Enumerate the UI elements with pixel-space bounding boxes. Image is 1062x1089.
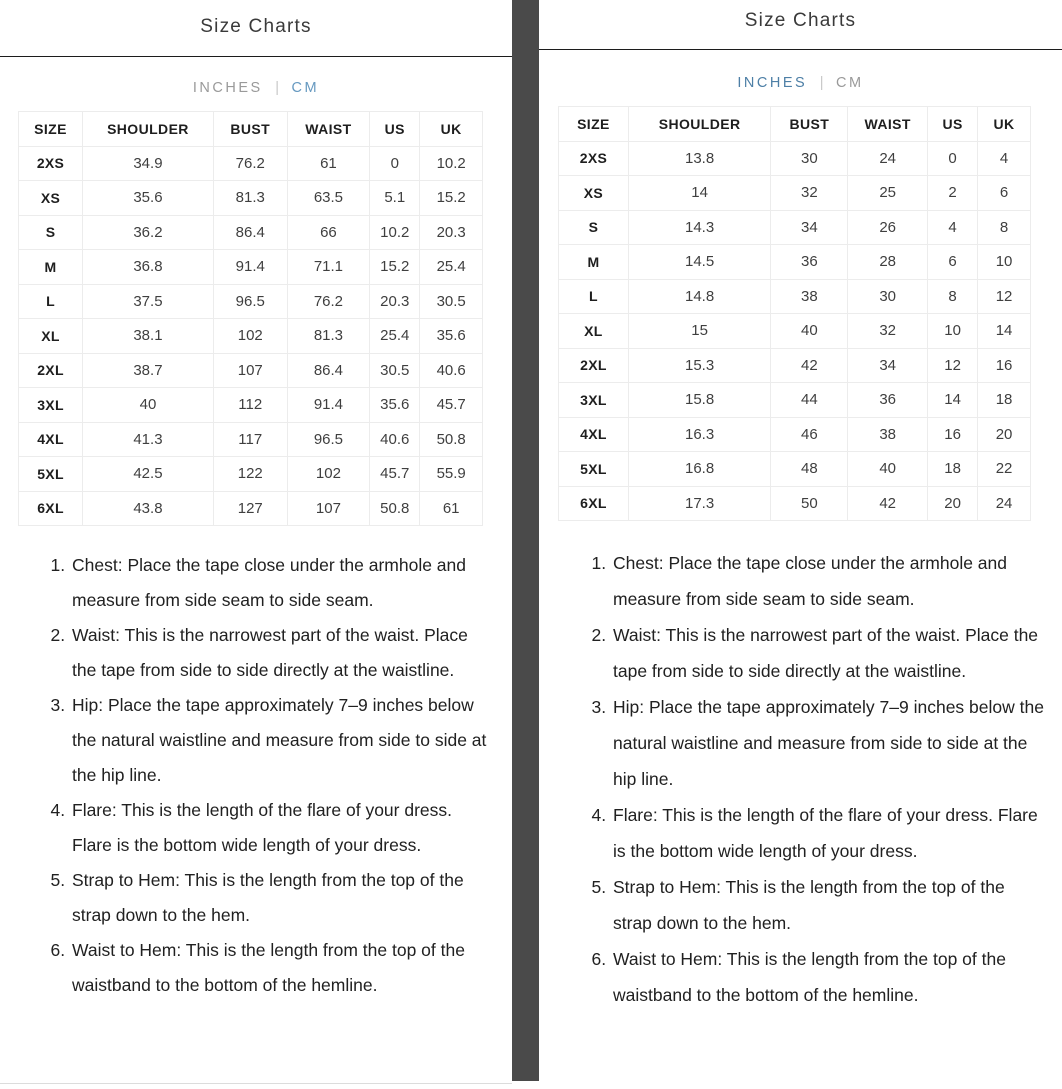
column-header: BUST	[771, 107, 848, 142]
size-label-cell: M	[19, 250, 83, 285]
size-chart-table-cm	[18, 111, 483, 526]
unit-option-inches[interactable]: INCHES	[192, 80, 263, 96]
measurement-cell: 24	[978, 486, 1031, 521]
column-header: BUST	[213, 112, 287, 147]
measurement-cell: 50.8	[370, 491, 420, 526]
measurement-cell: 17.3	[628, 486, 771, 521]
size-chart-panel-cm	[0, 0, 512, 1084]
table-header-row	[559, 107, 1031, 142]
measurement-cell: 71.1	[287, 250, 370, 285]
table-row	[19, 284, 483, 319]
measurement-cell: 55.9	[420, 457, 483, 492]
table-row	[19, 215, 483, 250]
instruction-item: 4. Flare: This is the length of the flare of your dress. Flare is the bottom wide length of your dress.	[70, 793, 494, 863]
measurement-cell: 5.1	[370, 181, 420, 216]
measurement-cell: 91.4	[213, 250, 287, 285]
measurement-cell: 112	[213, 388, 287, 423]
measurement-cell: 117	[213, 422, 287, 457]
measurement-cell: 34	[848, 348, 928, 383]
size-chart-table-inches	[558, 106, 1031, 521]
measurement-cell: 41.3	[83, 422, 214, 457]
measurement-cell: 81.3	[287, 319, 370, 354]
measurement-cell: 2	[928, 176, 978, 211]
measurement-cell: 12	[928, 348, 978, 383]
measurement-cell: 45.7	[420, 388, 483, 423]
measurement-cell: 20	[978, 417, 1031, 452]
instruction-item: 1. Chest: Place the tape close under the armhole and measure from side seam to side seam.	[611, 545, 1048, 617]
unit-option-inches[interactable]: INCHES	[737, 75, 808, 91]
measurement-cell: 28	[848, 245, 928, 280]
panel-divider	[512, 0, 539, 1081]
measurement-cell: 46	[771, 417, 848, 452]
measurement-cell: 6	[978, 176, 1031, 211]
instruction-item: 5. Strap to Hem: This is the length from the top of the strap down to the hem.	[611, 869, 1048, 941]
measurement-cell: 6	[928, 245, 978, 280]
measurement-cell: 18	[978, 383, 1031, 418]
size-label-cell: 5XL	[559, 452, 629, 487]
table-row	[559, 452, 1031, 487]
table-row	[19, 353, 483, 388]
instruction-item: 1. Chest: Place the tape close under the armhole and measure from side seam to side seam.	[70, 548, 494, 618]
measurement-cell: 42	[771, 348, 848, 383]
measurement-cell: 38	[848, 417, 928, 452]
size-label-cell: 2XL	[559, 348, 629, 383]
size-label-cell: L	[559, 279, 629, 314]
size-label-cell: S	[19, 215, 83, 250]
table-row	[559, 348, 1031, 383]
measurement-cell: 44	[771, 383, 848, 418]
size-label-cell: 4XL	[19, 422, 83, 457]
size-label-cell: M	[559, 245, 629, 280]
page-title: Size Charts	[744, 10, 857, 31]
measurement-cell: 38.1	[83, 319, 214, 354]
measurement-cell: 127	[213, 491, 287, 526]
size-label-cell: 2XS	[19, 146, 83, 181]
measurement-cell: 76.2	[213, 146, 287, 181]
table-row	[559, 279, 1031, 314]
measurement-cell: 40	[83, 388, 214, 423]
measurement-cell: 86.4	[213, 215, 287, 250]
measurement-cell: 25.4	[370, 319, 420, 354]
measurement-cell: 91.4	[287, 388, 370, 423]
table-row	[559, 141, 1031, 176]
measurement-cell: 30.5	[420, 284, 483, 319]
measurement-cell: 12	[978, 279, 1031, 314]
unit-toggle	[539, 75, 1062, 91]
column-header: US	[370, 112, 420, 147]
measurement-cell: 34	[771, 210, 848, 245]
measurement-cell: 15.3	[628, 348, 771, 383]
size-label-cell: 4XL	[559, 417, 629, 452]
measurement-cell: 22	[978, 452, 1031, 487]
measurement-cell: 35.6	[420, 319, 483, 354]
table-row	[19, 388, 483, 423]
measurement-cell: 34.9	[83, 146, 214, 181]
measurement-cell: 45.7	[370, 457, 420, 492]
table-row	[559, 176, 1031, 211]
measurement-cell: 66	[287, 215, 370, 250]
size-label-cell: 2XL	[19, 353, 83, 388]
panel-header	[539, 0, 1062, 50]
size-label-cell: XS	[559, 176, 629, 211]
table-row	[19, 457, 483, 492]
measurement-cell: 16	[978, 348, 1031, 383]
measurement-cell: 25.4	[420, 250, 483, 285]
instruction-item: 6. Waist to Hem: This is the length from the top of the waistband to the bottom of the hemline.	[611, 941, 1048, 1013]
instruction-item: 6. Waist to Hem: This is the length from the top of the waistband to the bottom of the hemline.	[70, 933, 494, 1003]
instruction-item: 5. Strap to Hem: This is the length from the top of the strap down to the hem.	[70, 863, 494, 933]
measurement-cell: 32	[848, 314, 928, 349]
measurement-cell: 20.3	[370, 284, 420, 319]
measurement-cell: 15.8	[628, 383, 771, 418]
measurement-cell: 122	[213, 457, 287, 492]
measurement-cell: 13.8	[628, 141, 771, 176]
instruction-item: 3. Hip: Place the tape approximately 7–9 inches below the natural waistline and measure from side to side at the hip line.	[611, 689, 1048, 797]
panel-header	[0, 0, 512, 57]
size-label-cell: XL	[559, 314, 629, 349]
instruction-item: 3. Hip: Place the tape approximately 7–9 inches below the natural waistline and measure from side to side at the hip line.	[70, 688, 494, 793]
measurement-cell: 37.5	[83, 284, 214, 319]
measurement-cell: 107	[213, 353, 287, 388]
measurement-cell: 30.5	[370, 353, 420, 388]
unit-separator: |	[275, 80, 279, 96]
table-row	[559, 314, 1031, 349]
size-label-cell: 5XL	[19, 457, 83, 492]
measurement-cell: 48	[771, 452, 848, 487]
table-row	[559, 245, 1031, 280]
measurement-cell: 102	[213, 319, 287, 354]
measurement-cell: 61	[420, 491, 483, 526]
table-header-row	[19, 112, 483, 147]
measurement-cell: 107	[287, 491, 370, 526]
measurement-cell: 16.3	[628, 417, 771, 452]
instruction-item: 2. Waist: This is the narrowest part of the waist. Place the tape from side to side directly at the waistline.	[70, 618, 494, 688]
size-label-cell: 2XS	[559, 141, 629, 176]
measurement-cell: 35.6	[83, 181, 214, 216]
measurement-cell: 25	[848, 176, 928, 211]
column-header: SHOULDER	[628, 107, 771, 142]
page-title: Size Charts	[200, 16, 312, 37]
measurement-cell: 96.5	[287, 422, 370, 457]
column-header: US	[928, 107, 978, 142]
measurement-cell: 15.2	[420, 181, 483, 216]
measurement-cell: 4	[978, 141, 1031, 176]
measurement-cell: 8	[978, 210, 1031, 245]
measurement-cell: 14	[978, 314, 1031, 349]
instruction-item: 2. Waist: This is the narrowest part of the waist. Place the tape from side to side directly at the waistline.	[611, 617, 1048, 689]
measurement-cell: 86.4	[287, 353, 370, 388]
measurement-cell: 16	[928, 417, 978, 452]
measurement-cell: 42.5	[83, 457, 214, 492]
measurement-cell: 36.2	[83, 215, 214, 250]
unit-option-cm[interactable]: CM	[836, 75, 864, 91]
column-header: SIZE	[19, 112, 83, 147]
measurement-cell: 40	[771, 314, 848, 349]
measurement-cell: 61	[287, 146, 370, 181]
measurement-cell: 96.5	[213, 284, 287, 319]
measurement-cell: 40.6	[420, 353, 483, 388]
size-label-cell: XL	[19, 319, 83, 354]
measurement-cell: 16.8	[628, 452, 771, 487]
measurement-cell: 24	[848, 141, 928, 176]
table-row	[19, 146, 483, 181]
measurement-cell: 0	[370, 146, 420, 181]
measurement-cell: 14.8	[628, 279, 771, 314]
measurement-cell: 32	[771, 176, 848, 211]
measurement-cell: 50	[771, 486, 848, 521]
measurement-cell: 42	[848, 486, 928, 521]
size-label-cell: 6XL	[559, 486, 629, 521]
measurement-cell: 76.2	[287, 284, 370, 319]
column-header: SHOULDER	[83, 112, 214, 147]
size-label-cell: 6XL	[19, 491, 83, 526]
measurement-cell: 43.8	[83, 491, 214, 526]
table-row	[19, 319, 483, 354]
measurement-cell: 50.8	[420, 422, 483, 457]
table-row	[559, 417, 1031, 452]
measurement-instructions	[0, 548, 512, 1003]
measurement-cell: 8	[928, 279, 978, 314]
column-header: UK	[420, 112, 483, 147]
measurement-cell: 30	[848, 279, 928, 314]
measurement-cell: 18	[928, 452, 978, 487]
size-label-cell: S	[559, 210, 629, 245]
measurement-cell: 40	[848, 452, 928, 487]
measurement-cell: 20	[928, 486, 978, 521]
measurement-cell: 10.2	[420, 146, 483, 181]
measurement-cell: 15	[628, 314, 771, 349]
measurement-cell: 35.6	[370, 388, 420, 423]
table-row	[19, 250, 483, 285]
measurement-cell: 36.8	[83, 250, 214, 285]
table-row	[19, 422, 483, 457]
unit-option-cm[interactable]: CM	[291, 80, 320, 96]
measurement-cell: 14	[928, 383, 978, 418]
measurement-cell: 14.3	[628, 210, 771, 245]
instruction-item: 4. Flare: This is the length of the flare of your dress. Flare is the bottom wide length of your dress.	[611, 797, 1048, 869]
column-header: WAIST	[848, 107, 928, 142]
measurement-cell: 10	[978, 245, 1031, 280]
size-label-cell: 3XL	[559, 383, 629, 418]
measurement-cell: 40.6	[370, 422, 420, 457]
measurement-cell: 102	[287, 457, 370, 492]
measurement-cell: 26	[848, 210, 928, 245]
measurement-cell: 10	[928, 314, 978, 349]
table-row	[559, 210, 1031, 245]
measurement-cell: 14	[628, 176, 771, 211]
size-label-cell: 3XL	[19, 388, 83, 423]
table-row	[19, 491, 483, 526]
column-header: UK	[978, 107, 1031, 142]
size-label-cell: L	[19, 284, 83, 319]
column-header: SIZE	[559, 107, 629, 142]
measurement-cell: 63.5	[287, 181, 370, 216]
measurement-cell: 14.5	[628, 245, 771, 280]
unit-separator: |	[819, 75, 824, 91]
measurement-cell: 38	[771, 279, 848, 314]
measurement-cell: 81.3	[213, 181, 287, 216]
table-row	[559, 486, 1031, 521]
measurement-cell: 36	[771, 245, 848, 280]
size-chart-panel-inches	[539, 0, 1062, 1089]
measurement-cell: 4	[928, 210, 978, 245]
unit-toggle	[0, 80, 512, 96]
table-row	[19, 181, 483, 216]
measurement-cell: 38.7	[83, 353, 214, 388]
table-row	[559, 383, 1031, 418]
measurement-cell: 20.3	[420, 215, 483, 250]
measurement-cell: 0	[928, 141, 978, 176]
measurement-cell: 15.2	[370, 250, 420, 285]
measurement-cell: 10.2	[370, 215, 420, 250]
measurement-cell: 30	[771, 141, 848, 176]
measurement-cell: 36	[848, 383, 928, 418]
column-header: WAIST	[287, 112, 370, 147]
size-label-cell: XS	[19, 181, 83, 216]
measurement-instructions	[539, 545, 1062, 1013]
